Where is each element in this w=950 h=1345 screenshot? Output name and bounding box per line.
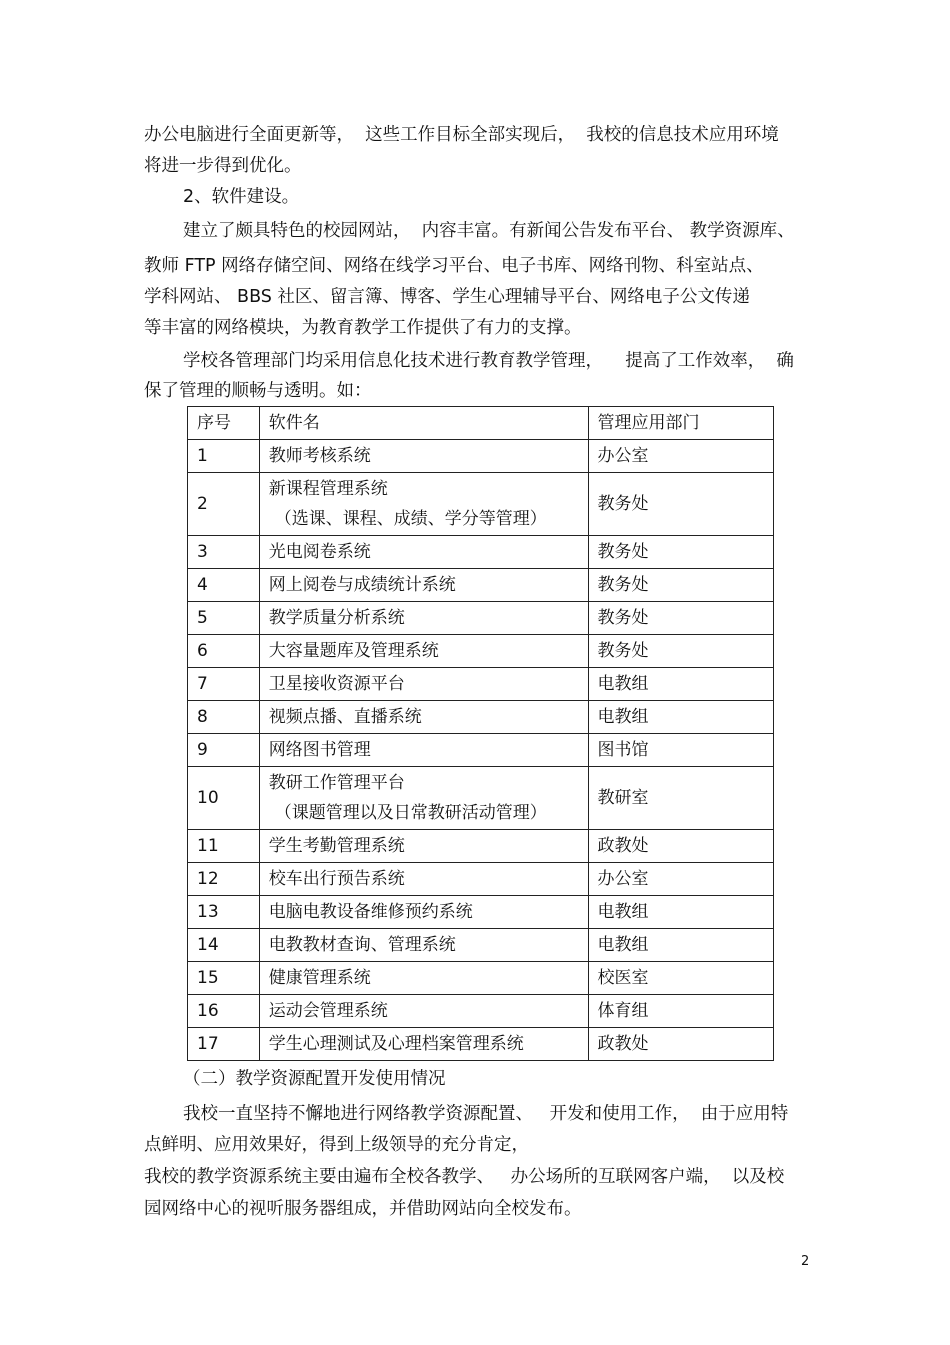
paragraph-line: 学校各管理部门均采用信息化技术进行教育教学管理， 提高了工作效率， 确 [183,351,794,371]
software-name-cell [259,536,588,569]
software-name-cell [259,668,588,701]
software-name: 教研工作管理平台 [268,773,405,793]
table-row [188,635,774,668]
table-header-cell: 管理应用部门 [588,407,774,440]
row-number: 13 [188,896,260,929]
paragraph-line: 等丰富的网络模块，为教育教学工作提供了有力的支撑。 [144,318,582,338]
row-number: 5 [188,602,260,635]
software-name: 卫星接收资源平台 [268,674,405,694]
software-name: 新课程管理系统 [268,479,388,499]
row-number: 9 [188,734,260,767]
table-row [188,863,774,896]
paragraph-line: 保了管理的顺畅与透明。如： [144,381,372,401]
software-name-cell [259,929,588,962]
department-cell: 电教组 [588,668,774,701]
software-name-cell [259,995,588,1028]
paragraph-line: 我校一直坚持不懈地进行网络教学资源配置、 开发和使用工作， 由于应用特 [183,1104,789,1124]
row-number: 8 [188,701,260,734]
software-name-cell [259,863,588,896]
software-name: 健康管理系统 [268,968,371,988]
paragraph-line: 建立了颇具特色的校园网站， 内容丰富。有新闻公告发布平台、 教学资源库、 [183,221,795,241]
software-name-cell [259,602,588,635]
table-row [188,701,774,734]
department-cell: 电教组 [588,929,774,962]
software-name-cell [259,896,588,929]
software-name: 视频点播、直播系统 [268,707,422,727]
row-number: 3 [188,536,260,569]
table-row [188,440,774,473]
row-number: 14 [188,929,260,962]
department-cell: 教务处 [588,635,774,668]
software-name: 教师考核系统 [268,446,371,466]
department-cell: 体育组 [588,995,774,1028]
department-cell: 政教处 [588,830,774,863]
table-row [188,1028,774,1061]
software-name: 网络图书管理 [268,740,371,760]
department-cell: 政教处 [588,1028,774,1061]
paragraph-line: 园网络中心的视听服务器组成，并借助网站向全校发布。 [144,1199,582,1219]
department-cell: 教务处 [588,569,774,602]
paragraph-line: 学科网站、 BBS 社区、留言簿、博客、学生心理辅导平台、网络电子公文传递 [144,287,750,307]
department-cell: 电教组 [588,701,774,734]
row-number: 2 [188,473,260,536]
row-number: 7 [188,668,260,701]
row-number: 17 [188,1028,260,1061]
page-number: 2 [801,1254,810,1269]
department-cell: 校医室 [588,962,774,995]
row-number: 6 [188,635,260,668]
table-row [188,962,774,995]
software-name-cell [259,701,588,734]
table-row [188,929,774,962]
table-header-cell: 软件名 [259,407,588,440]
software-name: 教学质量分析系统 [268,608,405,628]
department-cell: 电教组 [588,896,774,929]
paragraph-line: 办公电脑进行全面更新等， 这些工作目标全部实现后， 我校的信息技术应用环境 [144,125,779,145]
row-number: 15 [188,962,260,995]
paragraph-line: 教师 FTP 网络存储空间、网络在线学习平台、电子书库、网络刊物、科室站点、 [144,256,764,276]
software-name-cell [259,830,588,863]
software-name: 网上阅卷与成绩统计系统 [268,575,456,595]
software-name-cell [259,635,588,668]
table-row [188,602,774,635]
table-row [188,668,774,701]
table-row [188,995,774,1028]
table-header-row [188,407,774,440]
row-number: 1 [188,440,260,473]
table-row [188,896,774,929]
software-name: 运动会管理系统 [268,1001,388,1021]
department-cell: 教务处 [588,536,774,569]
department-cell: 教研室 [588,767,774,830]
software-name-cell [259,734,588,767]
paragraph-line: 点鲜明、应用效果好，得到上级领导的充分肯定， [144,1135,529,1155]
software-name: 大容量题库及管理系统 [268,641,439,661]
department-cell: 教务处 [588,602,774,635]
paragraph-line: 我校的教学资源系统主要由遍布全校各教学、 办公场所的互联网客户端， 以及校 [144,1167,785,1187]
software-name: 校车出行预告系统 [268,869,405,889]
row-number: 11 [188,830,260,863]
table-row [188,536,774,569]
software-name-cell [259,440,588,473]
row-number: 16 [188,995,260,1028]
software-name: 学生考勤管理系统 [268,836,405,856]
software-name-cell [259,473,588,536]
software-name-cell [259,962,588,995]
software-name: 电教教材查询、管理系统 [268,935,456,955]
software-table [187,406,774,1061]
department-cell: 办公室 [588,863,774,896]
software-name: 光电阅卷系统 [268,542,371,562]
table-row [188,569,774,602]
table-row [188,767,774,830]
department-cell: 教务处 [588,473,774,536]
department-cell: 图书馆 [588,734,774,767]
software-name-cell [259,569,588,602]
table-row [188,734,774,767]
section-heading: 2、软件建设。 [183,187,300,207]
section-heading: （二）教学资源配置开发使用情况 [183,1069,446,1089]
table-header-cell: 序号 [188,407,260,440]
department-cell: 办公室 [588,440,774,473]
software-note: （课题管理以及日常教研活动管理） [274,803,547,823]
software-name-cell [259,1028,588,1061]
paragraph-line: 将进一步得到优化。 [144,156,302,176]
row-number: 4 [188,569,260,602]
table-row [188,830,774,863]
row-number: 10 [188,767,260,830]
software-name: 电脑电教设备维修预约系统 [268,902,473,922]
software-note: （选课、课程、成绩、学分等管理） [274,509,547,529]
row-number: 12 [188,863,260,896]
software-name: 学生心理测试及心理档案管理系统 [268,1034,524,1054]
table-row [188,473,774,536]
software-name-cell [259,767,588,830]
